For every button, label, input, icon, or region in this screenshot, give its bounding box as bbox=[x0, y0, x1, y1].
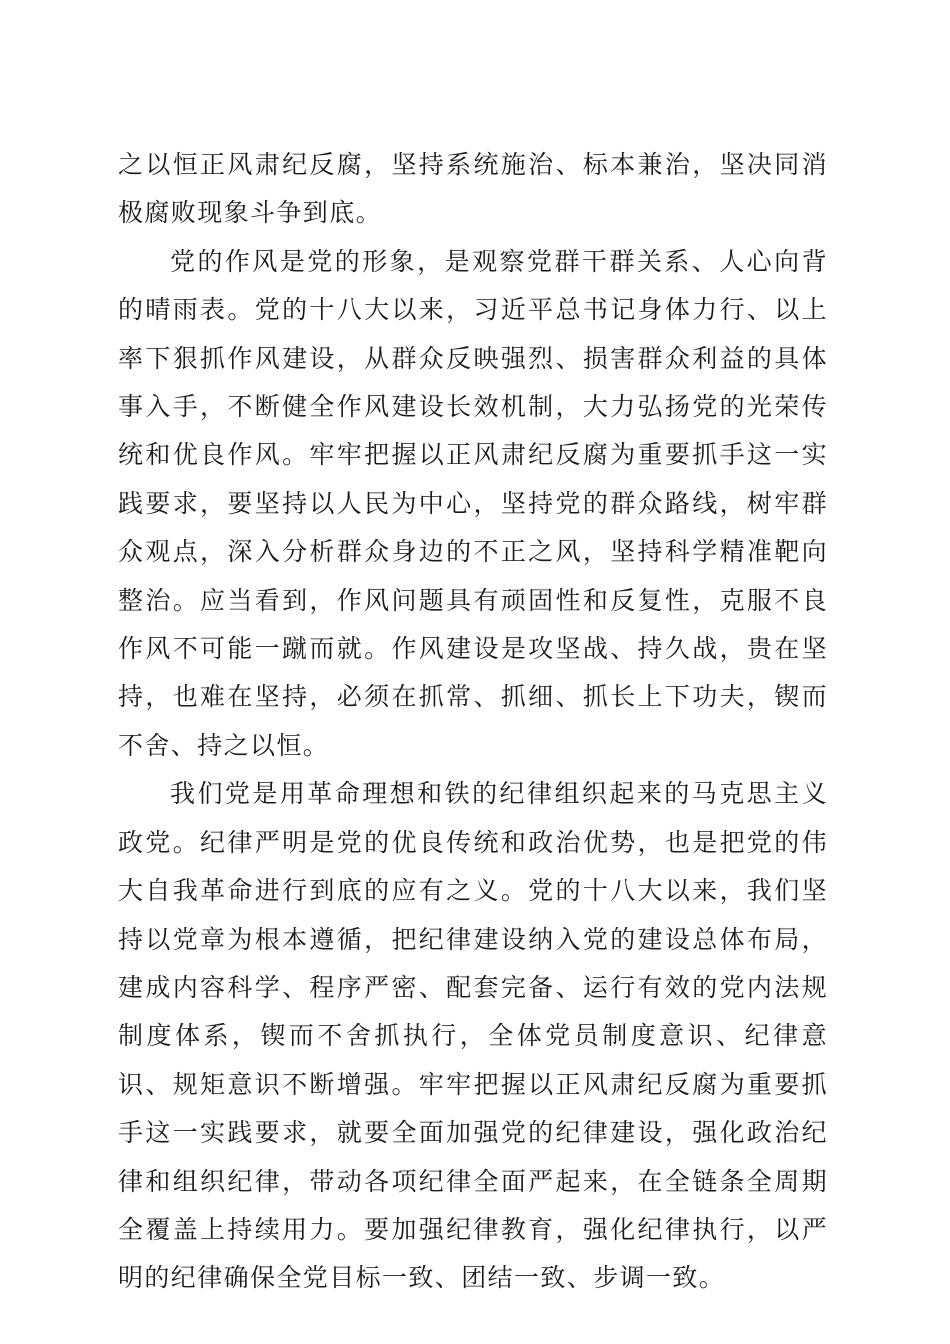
body-text bbox=[118, 141, 828, 1303]
paragraph-1: 之以恒正风肃纪反腐，坚持系统施治、标本兼治，坚决同消极腐败现象斗争到底。 bbox=[118, 150, 828, 228]
paragraph-2: 党的作风是党的形象，是观察党群干群关系、人心向背的晴雨表。党的十八大以来，习近平总书记身体力行、以上率下狠抓作风建设，从群众反映强烈、损害群众利益的具体事入手，不断健全作风建设长效机制，大力弘扬党的光荣传统和优良作风。牢牢把握以正风肃纪反腐为重要抓手这一实践要求，要坚持以人民为中心，坚持党的群众路线，树牢群众观点，深入分析群众身边的不正之风，坚持科学精准靶向整治。应当看到，作风问题具有顽固性和反复性，克服不良作风不可能一蹴而就。作风建设是攻坚战、持久战，贵在坚持，也难在坚持，必须在抓常、抓细、抓长上下功夫，锲而不舍、持之以恒。 bbox=[118, 246, 828, 760]
paragraph-3: 我们党是用革命理想和铁的纪律组织起来的马克思主义政党。纪律严明是党的优良传统和政治优势，也是把党的伟大自我革命进行到底的应有之义。党的十八大以来，我们坚持以党章为根本遵循，把纪律建设纳入党的建设总体布局，建成内容科学、程序严密、配套完备、运行有效的党内法规制度体系，锲而不舍抓执行，全体党员制度意识、纪律意识、规矩意识不断增强。牢牢把握以正风肃纪反腐为重要抓手这一实践要求，就要全面加强党的纪律建设，强化政治纪律和组织纪律，带动各项纪律全面严起来，在全链条全周期全覆盖上持续用力。要加强纪律教育，强化纪律执行，以严明的纪律确保全党目标一致、团结一致、步调一致。 bbox=[118, 779, 828, 1293]
